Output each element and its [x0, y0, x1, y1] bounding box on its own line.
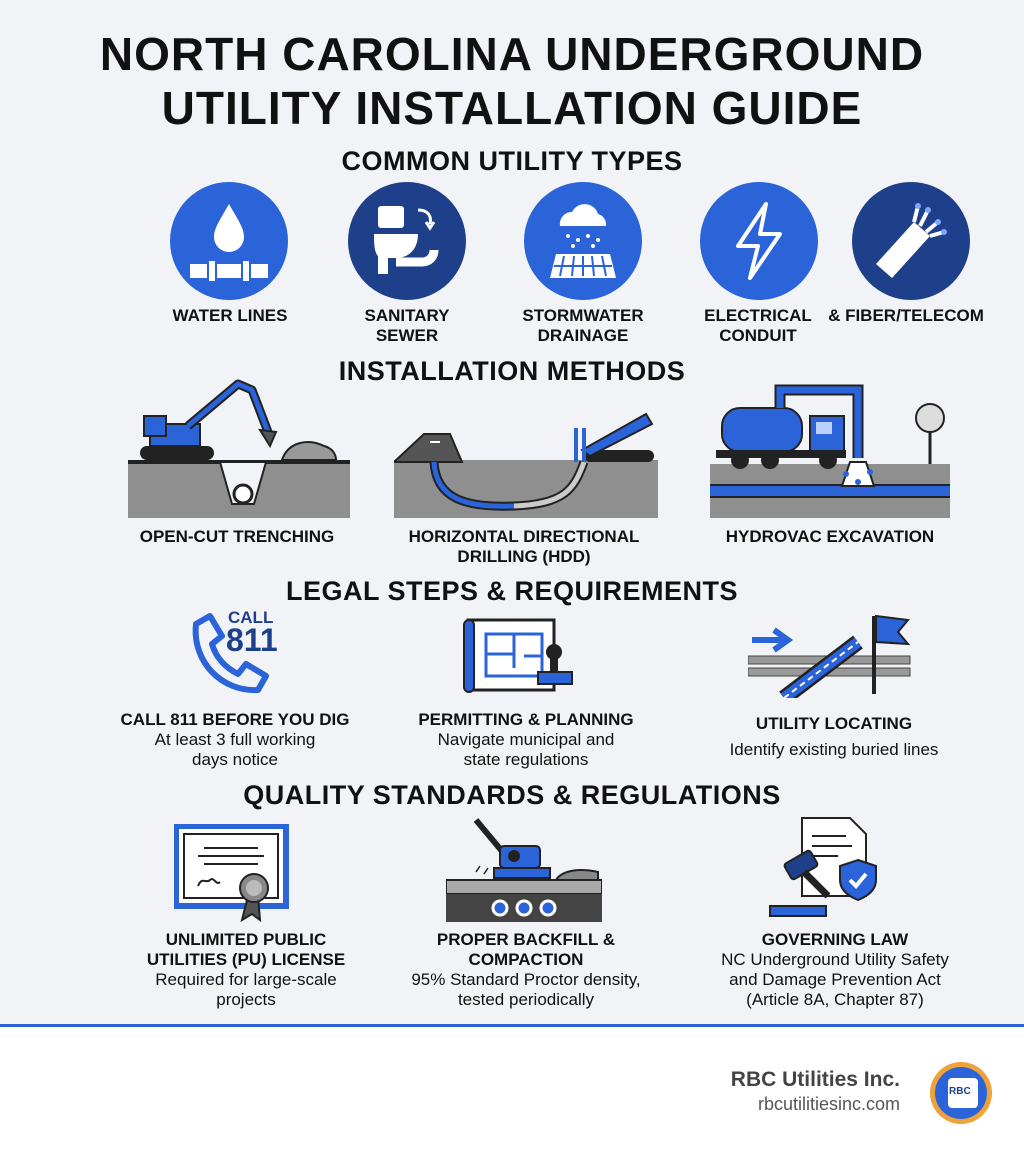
company-url[interactable]: rbcutilitiesinc.com	[757, 1094, 900, 1114]
hydrovac-truck-icon	[710, 378, 950, 518]
utility-label-electrical: ELECTRICAL CONDUIT	[704, 306, 812, 345]
call-text: CALL	[228, 608, 274, 627]
excavator-trench-icon	[128, 376, 350, 518]
page-title-line1: NORTH CAROLINA UNDERGROUND	[99, 28, 925, 80]
toilet-sewer-icon	[348, 182, 466, 300]
lightning-bolt-icon	[700, 182, 818, 300]
section-heading-utility-types: COMMON UTILITY TYPES	[341, 146, 683, 176]
section-heading-legal-steps: LEGAL STEPS & REQUIREMENTS	[285, 576, 739, 606]
quality-item-title: UTILITIES (PU) LICENSE	[146, 950, 346, 969]
phone-811-icon	[182, 602, 286, 698]
logo-text: RBC	[949, 1086, 971, 1097]
quality-item-title: PROPER BACKFILL &	[436, 930, 616, 949]
quality-item-desc: Required for large-scale	[155, 970, 337, 989]
legal-step-desc: days notice	[192, 750, 278, 769]
page-title-line2: UTILITY INSTALLATION GUIDE	[161, 82, 863, 134]
company-logo	[930, 1062, 992, 1124]
section-heading-installation-methods: INSTALLATION METHODS	[338, 356, 686, 386]
legal-step-desc: state regulations	[463, 750, 589, 769]
legal-step-title: UTILITY LOCATING	[755, 714, 913, 733]
rain-grate-icon	[524, 182, 642, 300]
utility-label-sewer: SANITARY SEWER	[364, 306, 450, 345]
legal-step-locating	[696, 714, 972, 760]
quality-item-desc: NC Underground Utility Safety	[721, 950, 949, 969]
quality-item-desc: 95% Standard Proctor density,	[411, 970, 641, 989]
legal-step-title: CALL 811 BEFORE YOU DIG	[120, 710, 350, 729]
quality-item-title: COMPACTION	[468, 950, 584, 969]
legal-step-call-811	[110, 710, 360, 770]
fiber-cable-icon	[852, 182, 970, 300]
utility-label-stormwater: STORMWATER DRAINAGE	[522, 306, 644, 345]
utility-label-water: WATER LINES	[172, 306, 288, 325]
quality-item-title: UNLIMITED PUBLIC	[165, 930, 327, 949]
plate-compactor-icon	[446, 816, 602, 922]
method-label-trenching: OPEN-CUT TRENCHING	[139, 527, 335, 546]
utility-label-fiber: & FIBER/TELECOM	[828, 306, 984, 325]
legal-step-desc: At least 3 full working	[154, 730, 316, 749]
brand-block	[731, 1068, 900, 1115]
quality-item-desc: tested periodically	[457, 990, 595, 1009]
quality-item-pu-license	[106, 930, 386, 1010]
water-drop-pipe-icon	[170, 182, 288, 300]
quality-item-backfill	[390, 930, 662, 1010]
locate-flag-icon	[748, 612, 914, 698]
legal-step-permitting	[398, 710, 654, 770]
quality-item-desc: projects	[216, 990, 276, 1009]
gavel-shield-icon	[768, 816, 878, 920]
quality-item-title: GOVERNING LAW	[761, 930, 909, 949]
call-number: 811	[226, 622, 278, 658]
blueprint-stamp-icon	[462, 616, 582, 698]
method-label-hdd: HORIZONTAL DIRECTIONAL DRILLING (HDD)	[408, 527, 640, 566]
hdd-rig-icon	[394, 398, 658, 518]
quality-item-governing-law	[690, 930, 980, 1010]
legal-step-desc: Navigate municipal and	[437, 730, 615, 749]
section-heading-quality-standards: QUALITY STANDARDS & REGULATIONS	[243, 780, 781, 810]
quality-item-desc: and Damage Prevention Act	[729, 970, 941, 989]
certificate-icon	[174, 824, 290, 922]
legal-step-title: PERMITTING & PLANNING	[418, 710, 634, 729]
method-label-hydrovac: HYDROVAC EXCAVATION	[725, 527, 935, 546]
legal-step-desc: Identify existing buried lines	[729, 740, 939, 759]
company-name: RBC Utilities Inc.	[730, 1068, 900, 1091]
quality-item-desc: (Article 8A, Chapter 87)	[746, 990, 924, 1009]
